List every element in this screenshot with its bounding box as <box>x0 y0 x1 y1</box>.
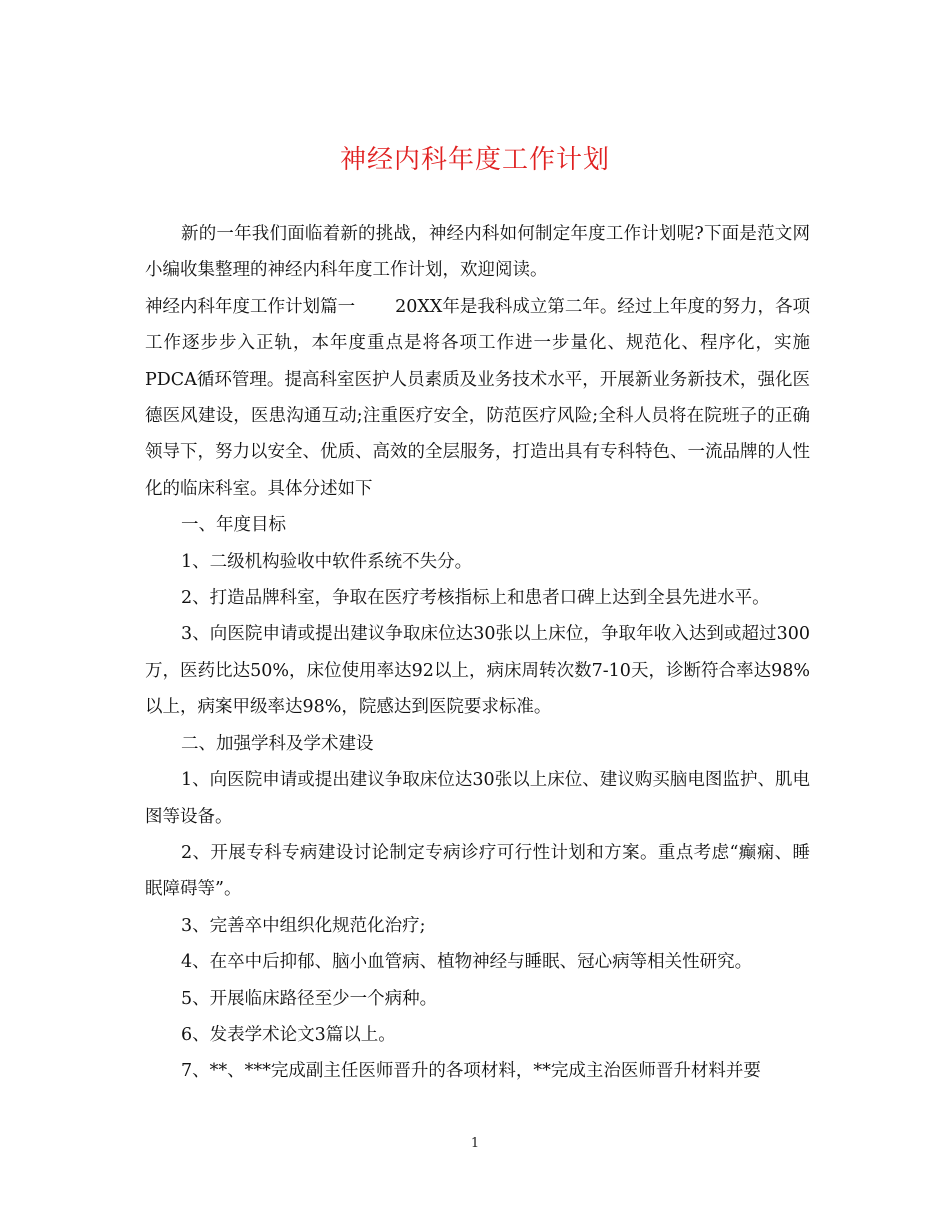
goal-item: 2、打造品牌科室，争取在医疗考核指标上和患者口碑上达到全县先进水平。 <box>181 588 770 609</box>
discipline-item: 6、发表学术论文3篇以上。 <box>181 1024 396 1045</box>
section-paragraph <box>145 289 810 507</box>
discipline-item: 4、在卒中后抑郁、脑小血管病、植物神经与睡眠、冠心病等相关性研究。 <box>181 952 753 973</box>
discipline-item: 7、**、***完成副主任医师晋升的各项材料，**完成主治医师晋升材料并要 <box>181 1061 761 1082</box>
section-heading: 神经内科年度工作计划篇一 <box>145 296 356 317</box>
discipline-item: 2、开展专科专病建设讨论制定专病诊疗可行性计划和方案。重点考虑“癫痫、睡眠障碍等”。 <box>145 842 810 900</box>
section-body: 20XX年是我科成立第二年。经过上年度的努力，各项工作逐步步入正轨，本年度重点是将各项工作进一步量化、规范化、程序化，实施PDCA循环管理。提高科室医护人员素质及业务技术水平，开展新业务新技术，强化医德医风建设，医患沟通互动;注重医疗安全，防范医疗风险;全科人员将在院班子的正确领导下，努力以安全、优质、高效的全层服务，打造出具有专科特色、一流品牌的人性化的临床科室。具体分述如下 <box>145 296 811 499</box>
document-body <box>145 216 810 1090</box>
discipline-item: 5、开展临床路径至少一个病种。 <box>181 988 438 1009</box>
goals-heading: 一、年度目标 <box>181 515 286 536</box>
discipline-item: 1、向医院申请或提出建议争取床位达30张以上床位、建议购买脑电图监护、肌电图等设备。 <box>145 770 810 827</box>
discipline-heading: 二、加强学科及学术建设 <box>181 733 374 754</box>
page-number: 1 <box>470 1136 480 1151</box>
document-title: 神经内科年度工作计划 <box>339 145 610 175</box>
goal-item: 3、向医院申请或提出建议争取床位达30张以上床位，争取年收入达到或超过300万，医药比达50%，床位使用率达92以上，病床周转次数7-10天，诊断符合率达98%以上，病案甲级率达98%，院感达到医院要求标准。 <box>145 624 810 718</box>
goal-item: 1、二级机构验收中软件系统不失分。 <box>181 551 473 572</box>
discipline-item: 3、完善卒中组织化规范化治疗; <box>181 915 426 936</box>
intro-paragraph: 新的一年我们面临着新的挑战，神经内科如何制定年度工作计划呢?下面是范文网小编收集整理的神经内科年度工作计划，欢迎阅读。 <box>145 224 810 281</box>
